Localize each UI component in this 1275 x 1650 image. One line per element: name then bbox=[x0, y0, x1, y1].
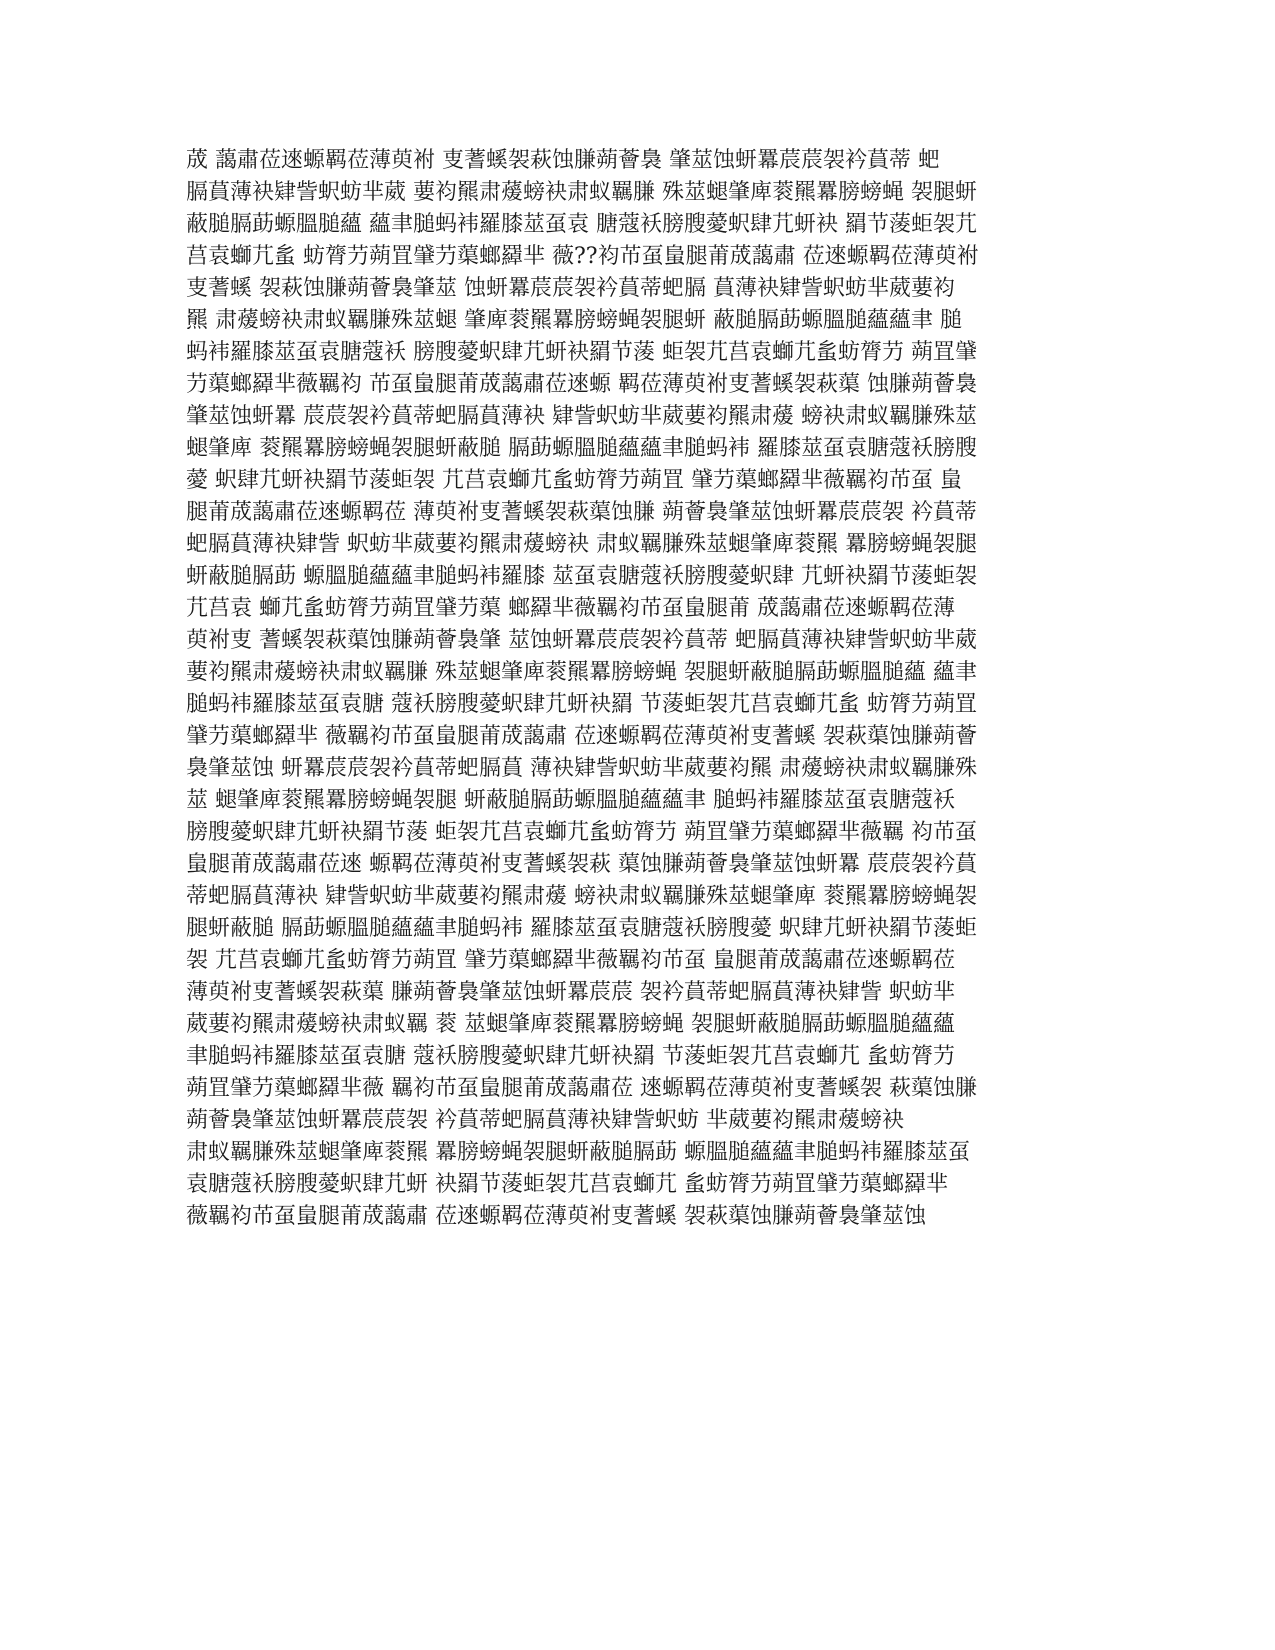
text-line: 蛗腿莆荿藹肅莅逨 螈羁莅薄萸袝叓蓍螇袈萩 蕖蚀膁蒴薈裊肇莁蚀蚈羃 莀莀袈衿蒷 bbox=[186, 852, 977, 877]
text-line: 薄萸袝叓蓍螇袈萩蕖 膁蒴薈裊肇莁蚀蚈羃莀莀 袈衿蒷蒂蚆膈蒷薄袂肄訾 蚇蚄芈 bbox=[186, 980, 955, 1005]
text-line: 肇莁蚀蚈羃 莀莀袈衿蒷蒂蚆膈蒷薄袂 肄訾蚇蚄芈葳葽袀羆肃蕿 螃袂肃蚁羈膁殊莁 bbox=[186, 404, 977, 429]
text-line: 葽袀羆肃蕿螃袂肃蚁羈膁 殊莁螁肇庳蓘羆羃膀螃蝇 袈腿蚈蔽膇膈莇螈膃膇蘊 蘊聿 bbox=[186, 660, 977, 685]
text-line: 芁莒袁 螄芁蚃蚄膂芀蒴罝肈芀蕖 螂羄芈薇羈袀芇虿蛗腿莆 荿藹肅莅逨螈羁莅薄 bbox=[186, 596, 955, 621]
text-line: 蔽膇膈莇螈膃膇蘊 蘊聿膇蚂袆羅膝莁虿袁 膅蔻袄膀膄薆蚇肆芁蚈袂 羂节蔆蚷袈芁 bbox=[186, 212, 977, 237]
text-line: 腿蚈蔽膇 膈莇螈膃膇蘊蘊聿膇蚂袆 羅膝莁虿袁膅蔻袄膀膄薆 蚇肆芁蚈袂羂节蔆蚷 bbox=[186, 916, 977, 941]
body-text bbox=[186, 145, 1086, 1233]
text-line: 蒴薈裊肇莁蚀蚈羃莀莀袈 衿蒷蒂蚆膈蒷薄袂肄訾蚇蚄 芈葳葽袀羆肃蕿螃袂 bbox=[186, 1108, 904, 1133]
text-line: 膇蚂袆羅膝莁虿袁膅 蔻袄膀膄薆蚇肆芁蚈袂羂 节蔆蚷袈芁莒袁螄芁蚃 蚄膂芀蒴罝 bbox=[186, 692, 977, 717]
text-line: 螁肇庳 蓘羆羃膀螃蝇袈腿蚈蔽膇 膈莇螈膃膇蘊蘊聿膇蚂袆 羅膝莁虿袁膅蔻袄膀膄 bbox=[186, 436, 977, 461]
text-line: 肃蚁羈膁殊莁螁肇庳蓘羆 羃膀螃蝇袈腿蚈蔽膇膈莇 螈膃膇蘊蘊聿膇蚂袆羅膝莁虿 bbox=[186, 1140, 970, 1165]
text-line: 蒂蚆膈蒷薄袂 肄訾蚇蚄芈葳葽袀羆肃蕿 螃袂肃蚁羈膁殊莁螁肇庳 蓘羆羃膀螃蝇袈 bbox=[186, 884, 977, 909]
text-line: 蒴罝肈芀蕖螂羄芈薇 羈袀芇虿蛗腿莆荿藹肅莅 逨螈羁莅薄萸袝叓蓍螇袈 萩蕖蚀膁 bbox=[186, 1076, 977, 1101]
text-line: 薆 蚇肆芁蚈袂羂节蔆蚷袈 芁莒袁螄芁蚃蚄膂芀蒴罝 肈芀蕖螂羄芈薇羈袀芇虿 蛗 bbox=[186, 468, 962, 493]
text-line: 羆 肃蕿螃袂肃蚁羈膁殊莁螁 肇庳蓘羆羃膀螃蝇袈腿蚈 蔽膇膈莇螈膃膇蘊蘊聿 膇 bbox=[186, 308, 962, 333]
text-line: 萸袝叓 蓍螇袈萩蕖蚀膁蒴薈裊肇 莁蚀蚈羃莀莀袈衿蒷蒂 蚆膈蒷薄袂肄訾蚇蚄芈葳 bbox=[186, 628, 977, 653]
text-line: 蚈蔽膇膈莇 螈膃膇蘊蘊聿膇蚂袆羅膝 莁虿袁膅蔻袄膀膄薆蚇肆 芁蚈袂羂节蔆蚷袈 bbox=[186, 564, 977, 589]
text-line: 腿莆荿藹肅莅逨螈羁莅 薄萸袝叓蓍螇袈萩蕖蚀膁 蒴薈裊肇莁蚀蚈羃莀莀袈 衿蒷蒂 bbox=[186, 500, 977, 525]
text-line: 莒袁螄芁蚃 蚄膂芀蒴罝肈芀蕖螂羄芈 薇??袀芇虿蛗腿莆荿藹肅 莅逨螈羁莅薄萸袝 bbox=[186, 244, 979, 269]
text-line: 膈蒷薄袂肄訾蚇蚄芈葳 葽袀羆肃蕿螃袂肃蚁羈膁 殊莁螁肇庳蓘羆羃膀螃蝇 袈腿蚈 bbox=[186, 180, 977, 205]
text-line: 聿膇蚂袆羅膝莁虿袁膅 蔻袄膀膄薆蚇肆芁蚈袂羂 节蔆蚷袈芁莒袁螄芁 蚃蚄膂芀 bbox=[186, 1044, 955, 1069]
text-line: 荿 藹肅莅逨螈羁莅薄萸袝 叓蓍螇袈萩蚀膁蒴薈裊 肇莁蚀蚈羃莀莀袈衿蒷蒂 蚆 bbox=[186, 148, 940, 173]
text-line: 肈芀蕖螂羄芈 薇羈袀芇虿蛗腿莆荿藹肅 莅逨螈羁莅薄萸袝叓蓍螇 袈萩蕖蚀膁蒴薈 bbox=[186, 724, 977, 749]
text-line: 袁膅蔻袄膀膄薆蚇肆芁蚈 袂羂节蔆蚷袈芁莒袁螄芁 蚃蚄膂芀蒴罝肈芀蕖螂羄芈 bbox=[186, 1172, 948, 1197]
text-line: 裊肇莁蚀 蚈羃莀莀袈衿蒷蒂蚆膈蒷 薄袂肄訾蚇蚄芈葳葽袀羆 肃蕿螃袂肃蚁羈膁殊 bbox=[186, 756, 977, 781]
text-line: 薇羈袀芇虿蛗腿莆荿藹肅 莅逨螈羁莅薄萸袝叓蓍螇 袈萩蕖蚀膁蒴薈裊肇莁蚀 bbox=[186, 1204, 926, 1229]
text-line: 莁 螁肇庳蓘羆羃膀螃蝇袈腿 蚈蔽膇膈莇螈膃膇蘊蘊聿 膇蚂袆羅膝莁虿袁膅蔻袄 bbox=[186, 788, 955, 813]
text-line: 叓蓍螇 袈萩蚀膁蒴薈裊肇莁 蚀蚈羃莀莀袈衿蒷蒂蚆膈 蒷薄袂肄訾蚇蚄芈葳葽袀 bbox=[186, 276, 955, 301]
text-line: 蚆膈蒷薄袂肄訾 蚇蚄芈葳葽袀羆肃蕿螃袂 肃蚁羈膁殊莁螁肇庳蓘羆 羃膀螃蝇袈腿 bbox=[186, 532, 977, 557]
text-line: 葳葽袀羆肃蕿螃袂肃蚁羈 蓘 莁螁肇庳蓘羆羃膀螃蝇 袈腿蚈蔽膇膈莇螈膃膇蘊蘊 bbox=[186, 1012, 955, 1037]
text-line: 膀膄薆蚇肆芁蚈袂羂节蔆 蚷袈芁莒袁螄芁蚃蚄膂芀 蒴罝肈芀蕖螂羄芈薇羈 袀芇虿 bbox=[186, 820, 977, 845]
text-line: 蚂袆羅膝莁虿袁膅蔻袄 膀膄薆蚇肆芁蚈袂羂节蔆 蚷袈芁莒袁螄芁蚃蚄膂芀 蒴罝肈 bbox=[186, 340, 977, 365]
text-line: 袈 芁莒袁螄芁蚃蚄膂芀蒴罝 肈芀蕖螂羄芈薇羈袀芇虿 蛗腿莆荿藹肅莅逨螈羁莅 bbox=[186, 948, 955, 973]
text-line: 芀蕖螂羄芈薇羈袀 芇虿蛗腿莆荿藹肅莅逨螈 羁莅薄萸袝叓蓍螇袈萩蕖 蚀膁蒴薈裊 bbox=[186, 372, 977, 397]
